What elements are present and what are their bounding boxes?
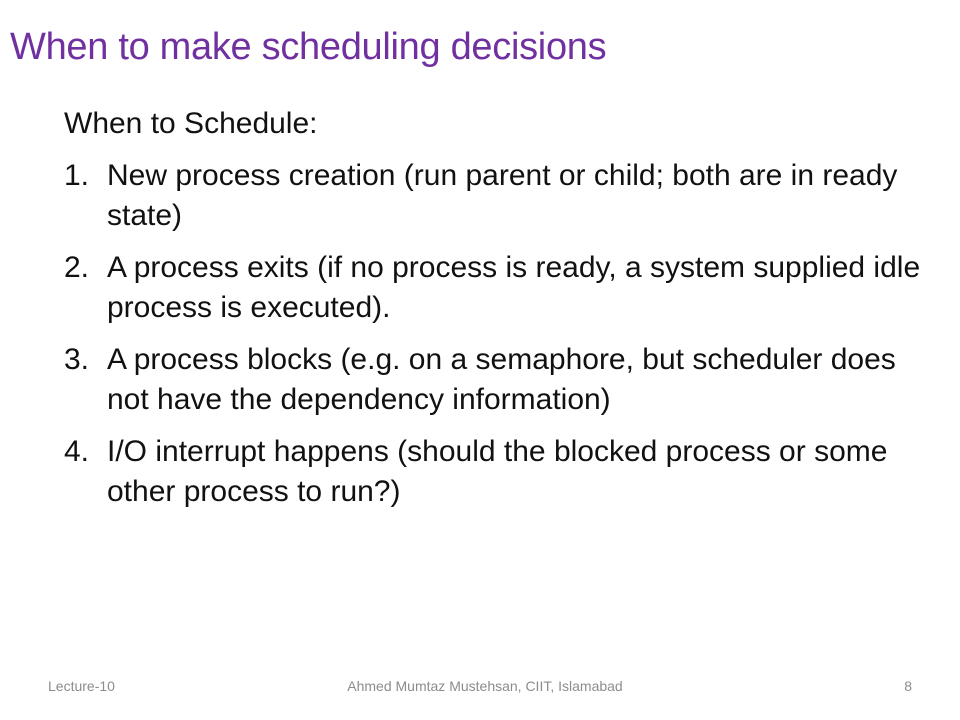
list-item-text: A process exits (if no process is ready, a system supplied idle process is executed).: [107, 251, 921, 324]
list-item-number: 1.: [64, 159, 90, 192]
slide-title: When to make scheduling decisions: [10, 26, 607, 68]
list-item: [64, 432, 924, 512]
list-item-text: A process blocks (e.g. on a semaphore, but scheduler does not have the dependency information): [107, 343, 896, 416]
list-item-number: 4.: [64, 435, 90, 468]
list-item-text: I/O interrupt happens (should the blocked process or some other process to run?): [107, 435, 888, 508]
slide-body: [64, 104, 924, 524]
schedule-list: [64, 156, 924, 512]
footer-lecture-label: Lecture-10: [48, 678, 115, 694]
list-item-number: 3.: [64, 343, 90, 376]
footer-author: Ahmed Mumtaz Mustehsan, CIIT, Islamabad: [347, 678, 623, 694]
page-number: 8: [904, 678, 912, 694]
list-item: [64, 248, 924, 328]
list-item-text: New process creation (run parent or child; both are in ready state): [107, 159, 898, 232]
list-item: [64, 340, 924, 420]
list-item-number: 2.: [64, 251, 90, 284]
intro-text: When to Schedule:: [64, 107, 318, 140]
list-item: [64, 156, 924, 236]
